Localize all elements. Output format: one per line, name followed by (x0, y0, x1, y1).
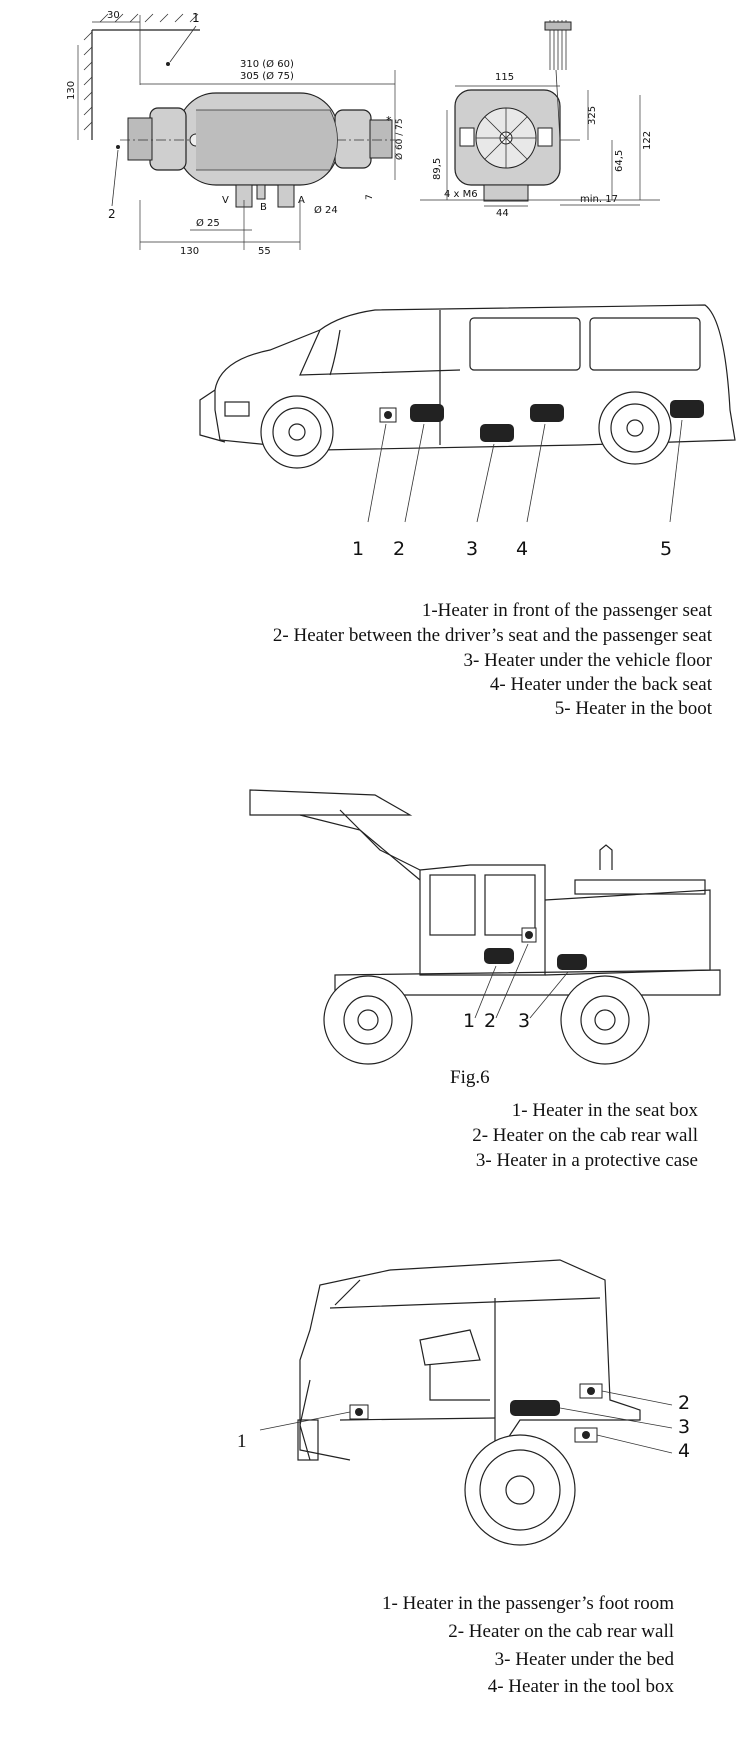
excavator-front-wheel (324, 976, 412, 1064)
dim-height-325: 325 (587, 105, 598, 125)
truck-legend-item-4: 4- Heater in the tool box (487, 1676, 674, 1697)
van-rear-wheel (599, 392, 671, 464)
excavator-heater-3 (557, 954, 587, 970)
dim-height-64-5: 64,5 (614, 149, 625, 172)
excavator-rear-wheel (561, 976, 649, 1064)
label-a: A (298, 195, 305, 206)
van-illustration (0, 290, 750, 580)
truck-wheel (465, 1435, 575, 1545)
van-legend-item-1: 1-Heater in front of the passenger seat (421, 600, 712, 621)
truck-legend-item-2: 2- Heater on the cab rear wall (448, 1621, 674, 1642)
van-heater-3 (480, 424, 514, 442)
dim-min-17: min. 17 (580, 194, 618, 205)
label-b: B (260, 202, 267, 213)
excavator-number-3: 3 (518, 1010, 531, 1032)
truck-number-4: 4 (678, 1440, 691, 1462)
truck-illustration (0, 1250, 750, 1540)
dim-dia-25: Ø 25 (196, 218, 220, 229)
truck-heater-2 (580, 1384, 602, 1398)
van-heater-1 (380, 408, 396, 422)
van-heater-2 (410, 404, 444, 422)
item-2-label: 2 (108, 207, 116, 221)
dim-dia-24: Ø 24 (314, 205, 338, 216)
excavator-legend-item-2: 2- Heater on the cab rear wall (472, 1125, 698, 1146)
dim-base-55: 55 (258, 246, 271, 257)
item-1-label: 1 (192, 11, 200, 25)
truck-heater-4 (575, 1428, 597, 1442)
van-number-5: 5 (660, 538, 673, 560)
excavator-legend-item-3: 3- Heater in a protective case (475, 1150, 698, 1171)
dim-height-122: 122 (642, 130, 653, 150)
dim-length-305: 305 (Ø 75) (240, 71, 294, 82)
truck-heater-1 (350, 1405, 368, 1419)
van-legend (0, 598, 712, 728)
dim-width-44: 44 (496, 208, 509, 219)
dim-base-130: 130 (180, 246, 200, 257)
label-v: V (222, 195, 229, 206)
van-number-3: 3 (466, 538, 479, 560)
dim-star: * (386, 114, 392, 127)
dim-m6: 4 x M6 (444, 189, 478, 200)
truck-legend-item-3: 3- Heater under the bed (494, 1649, 674, 1670)
dim-seven: 7 (365, 194, 375, 200)
van-number-1: 1 (352, 538, 365, 560)
van-number-2: 2 (393, 538, 406, 560)
excavator-legend-item-1: 1- Heater in the seat box (511, 1100, 698, 1121)
dim-height-130: 130 (66, 80, 77, 100)
van-number-4: 4 (516, 538, 529, 560)
van-heater-5 (670, 400, 704, 418)
van-legend-item-4: 4- Heater under the back seat (489, 674, 712, 695)
truck-number-3: 3 (678, 1416, 691, 1438)
fig-6-label: Fig.6 (450, 1067, 490, 1088)
excavator-illustration (0, 770, 750, 1070)
van-legend-item-3: 3- Heater under the vehicle floor (463, 650, 712, 671)
van-front-wheel (261, 396, 333, 468)
excavator-number-1: 1 (463, 1010, 476, 1032)
heater-dimension-drawing (0, 0, 750, 260)
dim-dia-side: Ø 60 / 75 (395, 118, 405, 160)
excavator-heater-2 (522, 928, 536, 942)
van-legend-item-5: 5- Heater in the boot (554, 698, 712, 719)
excavator-heater-1 (484, 948, 514, 964)
excavator-number-2: 2 (484, 1010, 497, 1032)
dim-height-89-5: 89,5 (432, 157, 443, 180)
truck-legend-item-1: 1- Heater in the passenger’s foot room (382, 1593, 674, 1614)
van-heater-4 (530, 404, 564, 422)
truck-number-2: 2 (678, 1392, 691, 1414)
dim-width-115: 115 (495, 72, 515, 83)
excavator-legend (0, 1098, 698, 1178)
truck-heater-3 (510, 1400, 560, 1416)
van-legend-item-2: 2- Heater between the driver’s seat and the passenger seat (272, 625, 712, 646)
dim-length-310: 310 (Ø 60) (240, 59, 294, 70)
dim-top-30: 30 (107, 10, 120, 21)
truck-legend (0, 1591, 674, 1701)
truck-number-1: 1 (237, 1431, 247, 1452)
